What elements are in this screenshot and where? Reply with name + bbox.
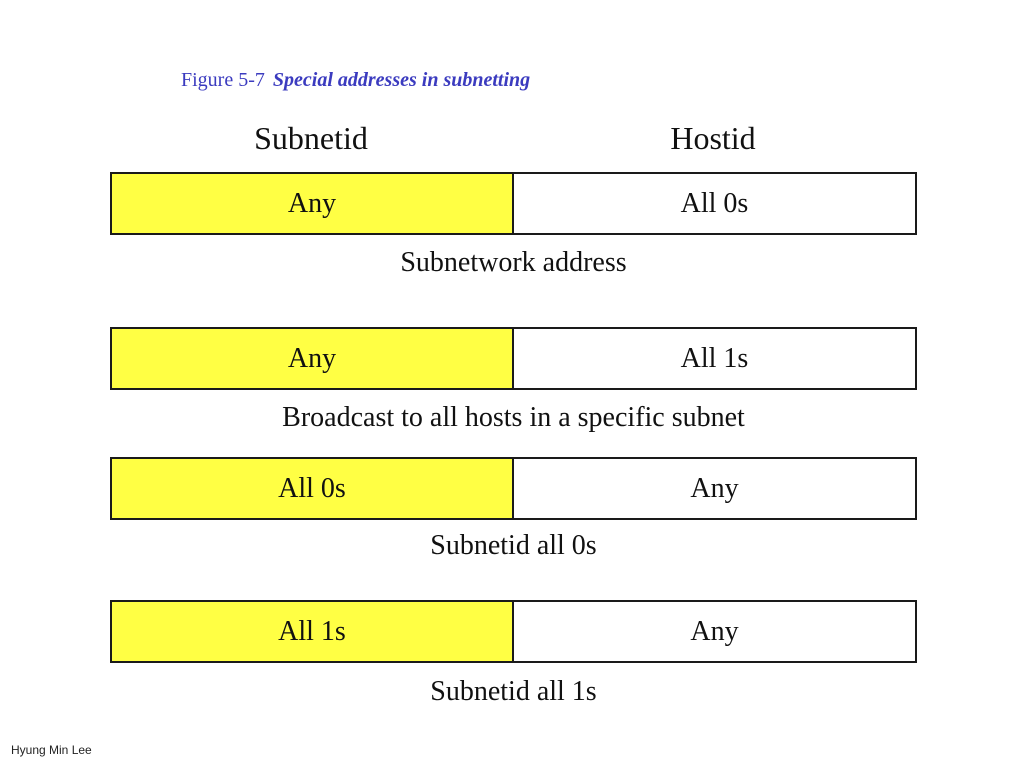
- figure-title: Special addresses in subnetting: [272, 69, 531, 91]
- figure-caption: [181, 68, 530, 92]
- bar-caption-subnetid-all-0s: Subnetid all 0s: [430, 530, 597, 561]
- address-bar-subnetid-all-0s: [110, 457, 917, 520]
- bar-caption-subnetwork: Subnetwork address: [400, 247, 627, 278]
- hostid-cell: Any: [514, 602, 915, 661]
- figure-label: Figure 5-7: [181, 69, 265, 91]
- address-bar-subnetwork: [110, 172, 917, 235]
- hostid-cell: All 0s: [514, 174, 915, 233]
- subnetid-cell: Any: [112, 329, 514, 388]
- bar-caption-subnetid-all-1s: Subnetid all 1s: [430, 676, 597, 707]
- column-header-subnetid: Subnetid: [254, 120, 368, 156]
- hostid-cell: Any: [514, 459, 915, 518]
- address-bar-subnetid-all-1s: [110, 600, 917, 663]
- hostid-cell: All 1s: [514, 329, 915, 388]
- column-header-hostid: Hostid: [670, 120, 756, 156]
- subnetid-cell: All 0s: [112, 459, 514, 518]
- bar-caption-broadcast: Broadcast to all hosts in a specific subnet: [282, 402, 745, 433]
- footer-author: Hyung Min Lee: [11, 743, 92, 757]
- address-bar-broadcast: [110, 327, 917, 390]
- subnetid-cell: Any: [112, 174, 514, 233]
- subnetid-cell: All 1s: [112, 602, 514, 661]
